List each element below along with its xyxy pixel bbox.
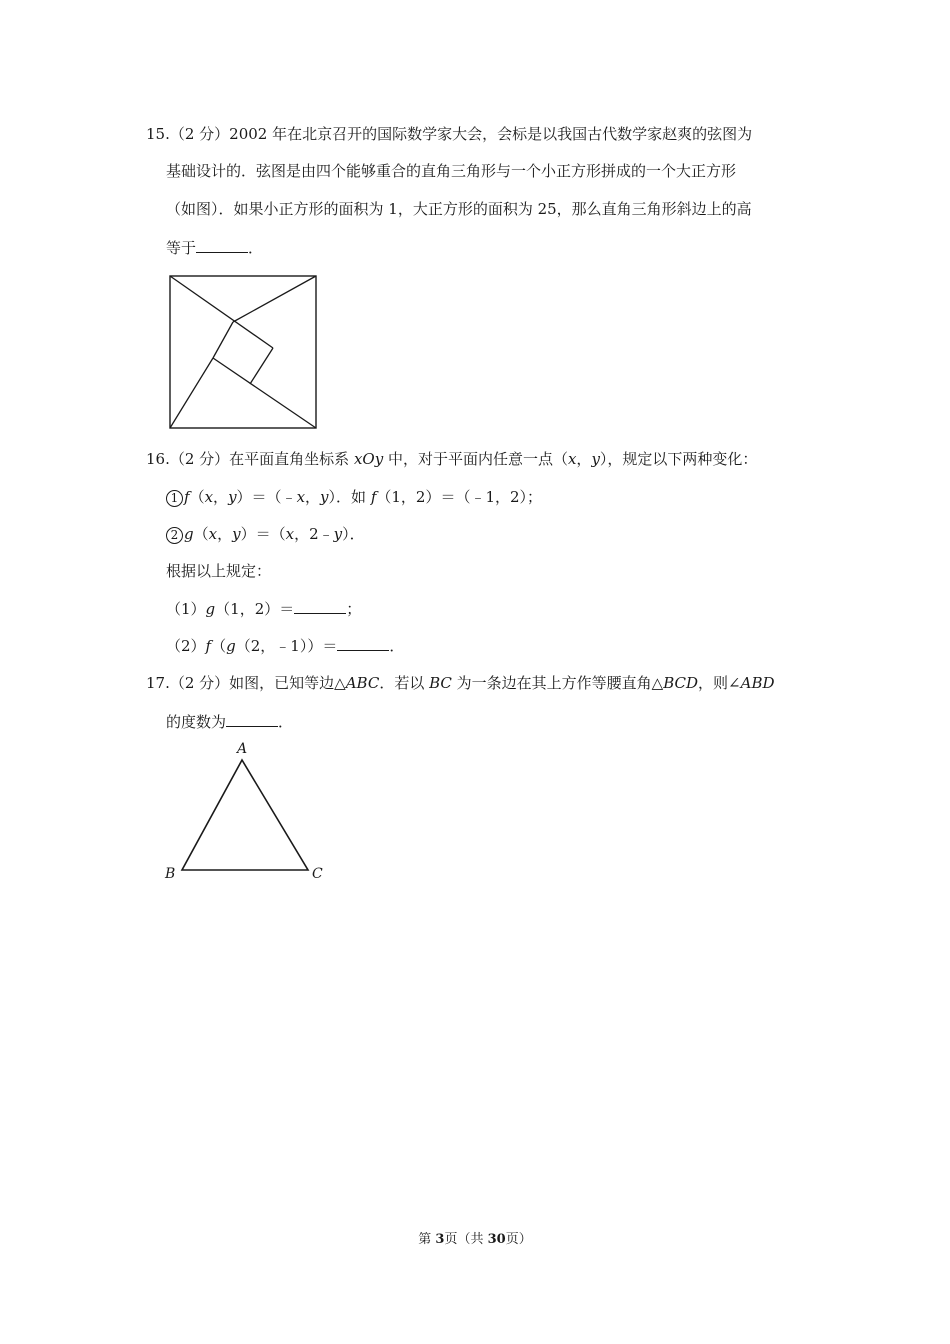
- text: （: [193, 525, 209, 543]
- text: ，2﹣: [294, 525, 334, 543]
- triangle-edge-3: [170, 358, 213, 428]
- text: （1）: [166, 600, 206, 618]
- q16-intro-c: ），规定以下两种变化：: [599, 450, 758, 468]
- q16-sub-1: [166, 598, 361, 619]
- text: ．: [278, 713, 294, 731]
- text: （: [211, 637, 227, 655]
- vertex-label-b: B: [165, 866, 176, 882]
- large-square: [170, 276, 316, 428]
- q17-line-2: [166, 711, 293, 732]
- q16-intro-y: y: [591, 450, 600, 468]
- q16-intro-x: x: [567, 450, 577, 468]
- text: ；: [346, 600, 362, 618]
- func-g: g: [184, 525, 194, 543]
- q15-line-4-prefix: 等于: [166, 239, 197, 257]
- var-y: y: [333, 525, 343, 543]
- footer-text: 页）: [505, 1232, 532, 1247]
- q16-answer-blank-1: [294, 598, 346, 614]
- q16-rule-2: [166, 524, 365, 544]
- q16-intro: [146, 449, 757, 469]
- triangle-edge-1: [170, 276, 273, 348]
- var-x: x: [296, 488, 306, 506]
- triangle-name: BCD: [663, 674, 699, 692]
- text: ）．如: [328, 488, 371, 506]
- q15-answer-blank: [196, 237, 248, 253]
- q16-answer-blank-2: [337, 635, 389, 651]
- text: （1，2）＝: [215, 600, 295, 618]
- text: ）＝（: [240, 525, 286, 543]
- q15-line-2: 基础设计的．弦图是由四个能够重合的直角三角形与一个小正方形拼成的一个大正方形: [166, 162, 737, 180]
- xian-diagram: [166, 272, 322, 432]
- var-x: x: [285, 525, 295, 543]
- var-y: y: [232, 525, 241, 543]
- page-number: 3: [435, 1232, 445, 1247]
- text: 为一条边在其上方作等腰直角△: [451, 674, 664, 692]
- text: 17.（2 分）如图，已知等边△: [146, 674, 346, 692]
- q15-line-4: [166, 237, 263, 258]
- q16-intro-var: xOy: [353, 450, 384, 468]
- q16-rule-1: [166, 487, 542, 507]
- q15-line-3: （如图）．如果小正方形的面积为 1，大正方形的面积为 25，那么直角三角形斜边上的高: [166, 200, 752, 218]
- text: （: [189, 488, 205, 506]
- text: ）．: [342, 525, 365, 543]
- triangle-name: ABC: [345, 674, 380, 692]
- triangle-abc: [182, 760, 308, 870]
- text: ，: [213, 488, 229, 506]
- total-pages: 30: [487, 1232, 506, 1247]
- q16-basis: 根据以上规定：: [166, 562, 272, 580]
- text: ．: [389, 637, 405, 655]
- segment-name: BC: [429, 674, 452, 692]
- q17-line-1: [146, 673, 775, 693]
- func-f: f: [370, 488, 377, 506]
- triangle-edge-4: [213, 358, 316, 428]
- vertex-label-c: C: [312, 866, 323, 882]
- text: 的度数为: [166, 713, 227, 731]
- var-x: x: [204, 488, 214, 506]
- triangle-edge-5: [213, 322, 233, 358]
- text: （2）: [166, 637, 206, 655]
- func-f: f: [184, 488, 190, 506]
- q15-line-4-suffix: ．: [248, 239, 264, 257]
- q16-sub-2: [166, 635, 404, 656]
- triangle-edge-6: [250, 348, 273, 384]
- q16-intro-comma: ，: [576, 450, 592, 468]
- text: ，: [217, 525, 233, 543]
- angle-name: ABD: [740, 674, 775, 692]
- q17-answer-blank: [226, 711, 278, 727]
- text: （2，﹣1））＝: [235, 637, 338, 655]
- circled-number-2: 2: [166, 527, 183, 544]
- var-y: y: [320, 488, 329, 506]
- func-g: g: [205, 600, 216, 618]
- text: ，: [305, 488, 321, 506]
- text: ，则∠: [698, 674, 741, 692]
- triangle-edge-2: [233, 276, 316, 322]
- vertex-label-a: A: [237, 741, 248, 757]
- text: ．若以: [379, 674, 430, 692]
- q15-line-1: 15.（2 分）2002 年在北京召开的国际数学家大会，会标是以我国古代数学家赵爽的弦图为: [146, 125, 753, 143]
- footer-text: 页（共: [444, 1232, 488, 1247]
- q16-intro-a: 16.（2 分）在平面直角坐标系: [146, 450, 354, 468]
- text: ）＝（﹣: [236, 488, 297, 506]
- equilateral-triangle-diagram: [158, 736, 338, 886]
- var-x: x: [208, 525, 218, 543]
- footer-text: 第: [418, 1232, 436, 1247]
- func-g: g: [226, 637, 236, 655]
- q16-intro-b: 中，对于平面内任意一点（: [383, 450, 568, 468]
- circled-number-1: 1: [166, 490, 183, 507]
- func-f: f: [205, 637, 212, 655]
- text: （1，2）＝（﹣1，2）；: [376, 488, 543, 506]
- var-y: y: [228, 488, 237, 506]
- page-footer: [0, 1228, 950, 1247]
